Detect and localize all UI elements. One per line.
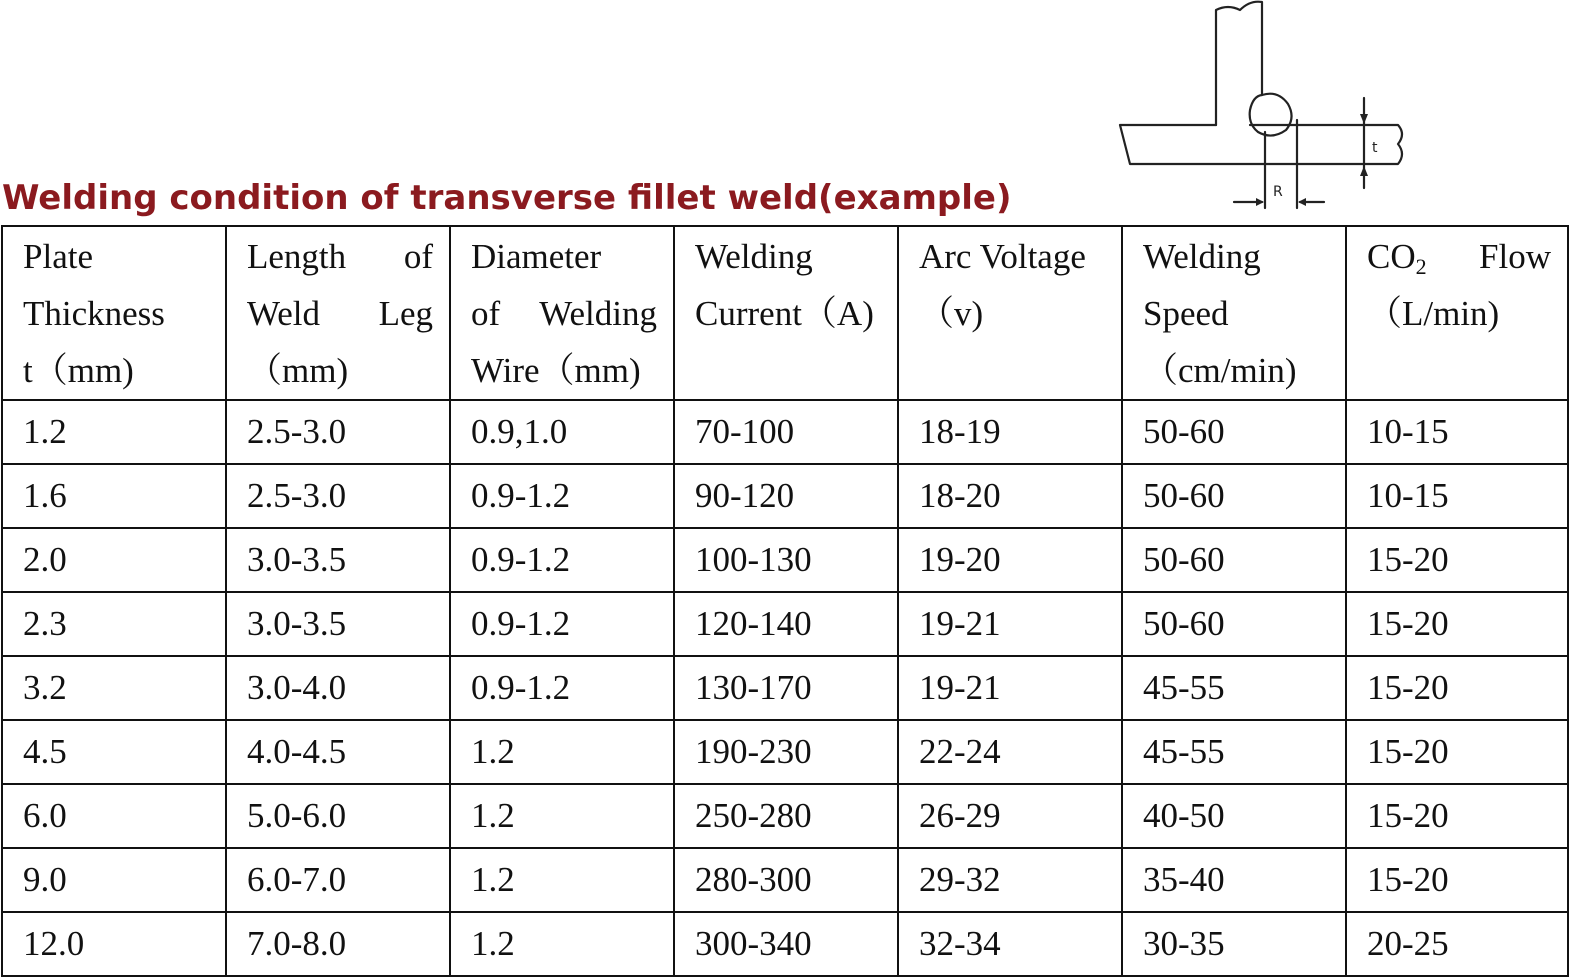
header-row: [2, 226, 1568, 400]
table-body: [2, 400, 1568, 976]
header-line: of Welding: [471, 294, 657, 333]
co2-subscript: 2: [1415, 254, 1427, 279]
cell-voltage: 18-19: [898, 400, 1122, 464]
cell-weld-leg: 6.0-7.0: [226, 848, 450, 912]
horizontal-plate: [1120, 125, 1402, 164]
cell-speed: 45-55: [1122, 656, 1346, 720]
cell-current: 250-280: [674, 784, 898, 848]
cell-plate-thickness: 2.3: [2, 592, 226, 656]
cell-voltage: 19-21: [898, 656, 1122, 720]
cell-plate-thickness: 3.2: [2, 656, 226, 720]
header-line: （cm/min): [1143, 351, 1297, 390]
table-row: [2, 464, 1568, 528]
cell-plate-thickness: 2.0: [2, 528, 226, 592]
cell-current: 280-300: [674, 848, 898, 912]
header-co2-flow: [1346, 226, 1568, 400]
cell-wire-diameter: 1.2: [450, 912, 674, 976]
cell-speed: 50-60: [1122, 400, 1346, 464]
thickness-label: t: [1372, 140, 1378, 156]
table-row: [2, 784, 1568, 848]
cell-co2-flow: 15-20: [1346, 848, 1568, 912]
cell-current: 190-230: [674, 720, 898, 784]
cell-co2-flow: 15-20: [1346, 528, 1568, 592]
header-line: Plate: [23, 237, 93, 276]
cell-voltage: 32-34: [898, 912, 1122, 976]
cell-co2-flow: 20-25: [1346, 912, 1568, 976]
cell-current: 100-130: [674, 528, 898, 592]
cell-voltage: 19-21: [898, 592, 1122, 656]
cell-speed: 50-60: [1122, 592, 1346, 656]
t-arrowhead-bottom: [1360, 166, 1368, 176]
cell-current: 70-100: [674, 400, 898, 464]
cell-co2-flow: 15-20: [1346, 656, 1568, 720]
header-welding-current: [674, 226, 898, 400]
cell-wire-diameter: 0.9,1.0: [450, 400, 674, 464]
cell-voltage: 29-32: [898, 848, 1122, 912]
table-row: [2, 912, 1568, 976]
header-line: Thickness: [23, 294, 165, 333]
header-line: Arc Voltage: [919, 237, 1086, 276]
cell-voltage: 26-29: [898, 784, 1122, 848]
header-line: Current（A): [695, 294, 874, 333]
table-row: [2, 656, 1568, 720]
header-weld-leg-length: [226, 226, 450, 400]
header-line: （L/min): [1367, 294, 1500, 333]
r-arrowhead-left: [1256, 198, 1264, 206]
header-line: Speed: [1143, 294, 1229, 333]
cell-plate-thickness: 9.0: [2, 848, 226, 912]
cell-plate-thickness: 6.0: [2, 784, 226, 848]
cell-wire-diameter: 0.9-1.2: [450, 592, 674, 656]
header-line: Wire（mm): [471, 351, 641, 390]
cell-plate-thickness: 1.6: [2, 464, 226, 528]
cell-wire-diameter: 0.9-1.2: [450, 656, 674, 720]
cell-weld-leg: 5.0-6.0: [226, 784, 450, 848]
cell-voltage: 19-20: [898, 528, 1122, 592]
header-line: Weld Leg: [247, 294, 433, 333]
header-line: Welding: [1143, 237, 1261, 276]
header-line: Welding: [695, 237, 813, 276]
cell-speed: 35-40: [1122, 848, 1346, 912]
cell-weld-leg: 2.5-3.0: [226, 464, 450, 528]
cell-wire-diameter: 1.2: [450, 848, 674, 912]
gap-label: R: [1273, 184, 1283, 200]
cell-weld-leg: 4.0-4.5: [226, 720, 450, 784]
cell-current: 130-170: [674, 656, 898, 720]
cell-current: 90-120: [674, 464, 898, 528]
cell-current: 120-140: [674, 592, 898, 656]
table-row: [2, 720, 1568, 784]
page-title: Welding condition of transverse fillet weld(example): [2, 178, 1012, 218]
cell-wire-diameter: 1.2: [450, 784, 674, 848]
header-line: （mm): [247, 351, 349, 390]
table-row: [2, 400, 1568, 464]
cell-co2-flow: 15-20: [1346, 784, 1568, 848]
cell-weld-leg: 3.0-3.5: [226, 528, 450, 592]
weld-bead: [1250, 94, 1292, 136]
header-plate-thickness: [2, 226, 226, 400]
header-line: （v): [919, 294, 984, 333]
cell-weld-leg: 2.5-3.0: [226, 400, 450, 464]
header-line: Length of: [247, 237, 433, 276]
cell-plate-thickness: 4.5: [2, 720, 226, 784]
cell-co2-flow: 10-15: [1346, 400, 1568, 464]
header-welding-speed: [1122, 226, 1346, 400]
header-arc-voltage: [898, 226, 1122, 400]
t-arrowhead-top: [1360, 114, 1368, 124]
r-arrowhead-right: [1298, 198, 1306, 206]
header-line: t（mm): [23, 351, 134, 390]
header-wire-diameter: [450, 226, 674, 400]
header-line: Diameter: [471, 237, 602, 276]
cell-wire-diameter: 0.9-1.2: [450, 464, 674, 528]
co2-prefix: CO: [1367, 237, 1416, 276]
table-row: [2, 528, 1568, 592]
cell-plate-thickness: 12.0: [2, 912, 226, 976]
cell-co2-flow: 15-20: [1346, 592, 1568, 656]
cell-speed: 50-60: [1122, 528, 1346, 592]
cell-speed: 40-50: [1122, 784, 1346, 848]
cell-voltage: 22-24: [898, 720, 1122, 784]
cell-voltage: 18-20: [898, 464, 1122, 528]
fillet-weld-diagram: [1110, 0, 1420, 220]
cell-weld-leg: 3.0-4.0: [226, 656, 450, 720]
co2-suffix: Flow: [1426, 237, 1551, 276]
cell-weld-leg: 3.0-3.5: [226, 592, 450, 656]
vertical-plate: [1216, 2, 1262, 125]
cell-current: 300-340: [674, 912, 898, 976]
cell-wire-diameter: 0.9-1.2: [450, 528, 674, 592]
table-row: [2, 848, 1568, 912]
cell-plate-thickness: 1.2: [2, 400, 226, 464]
cell-weld-leg: 7.0-8.0: [226, 912, 450, 976]
cell-co2-flow: 15-20: [1346, 720, 1568, 784]
header-line: [1367, 228, 1551, 285]
cell-speed: 50-60: [1122, 464, 1346, 528]
cell-co2-flow: 10-15: [1346, 464, 1568, 528]
cell-wire-diameter: 1.2: [450, 720, 674, 784]
cell-speed: 45-55: [1122, 720, 1346, 784]
welding-conditions-table: [1, 225, 1569, 977]
table-row: [2, 592, 1568, 656]
cell-speed: 30-35: [1122, 912, 1346, 976]
